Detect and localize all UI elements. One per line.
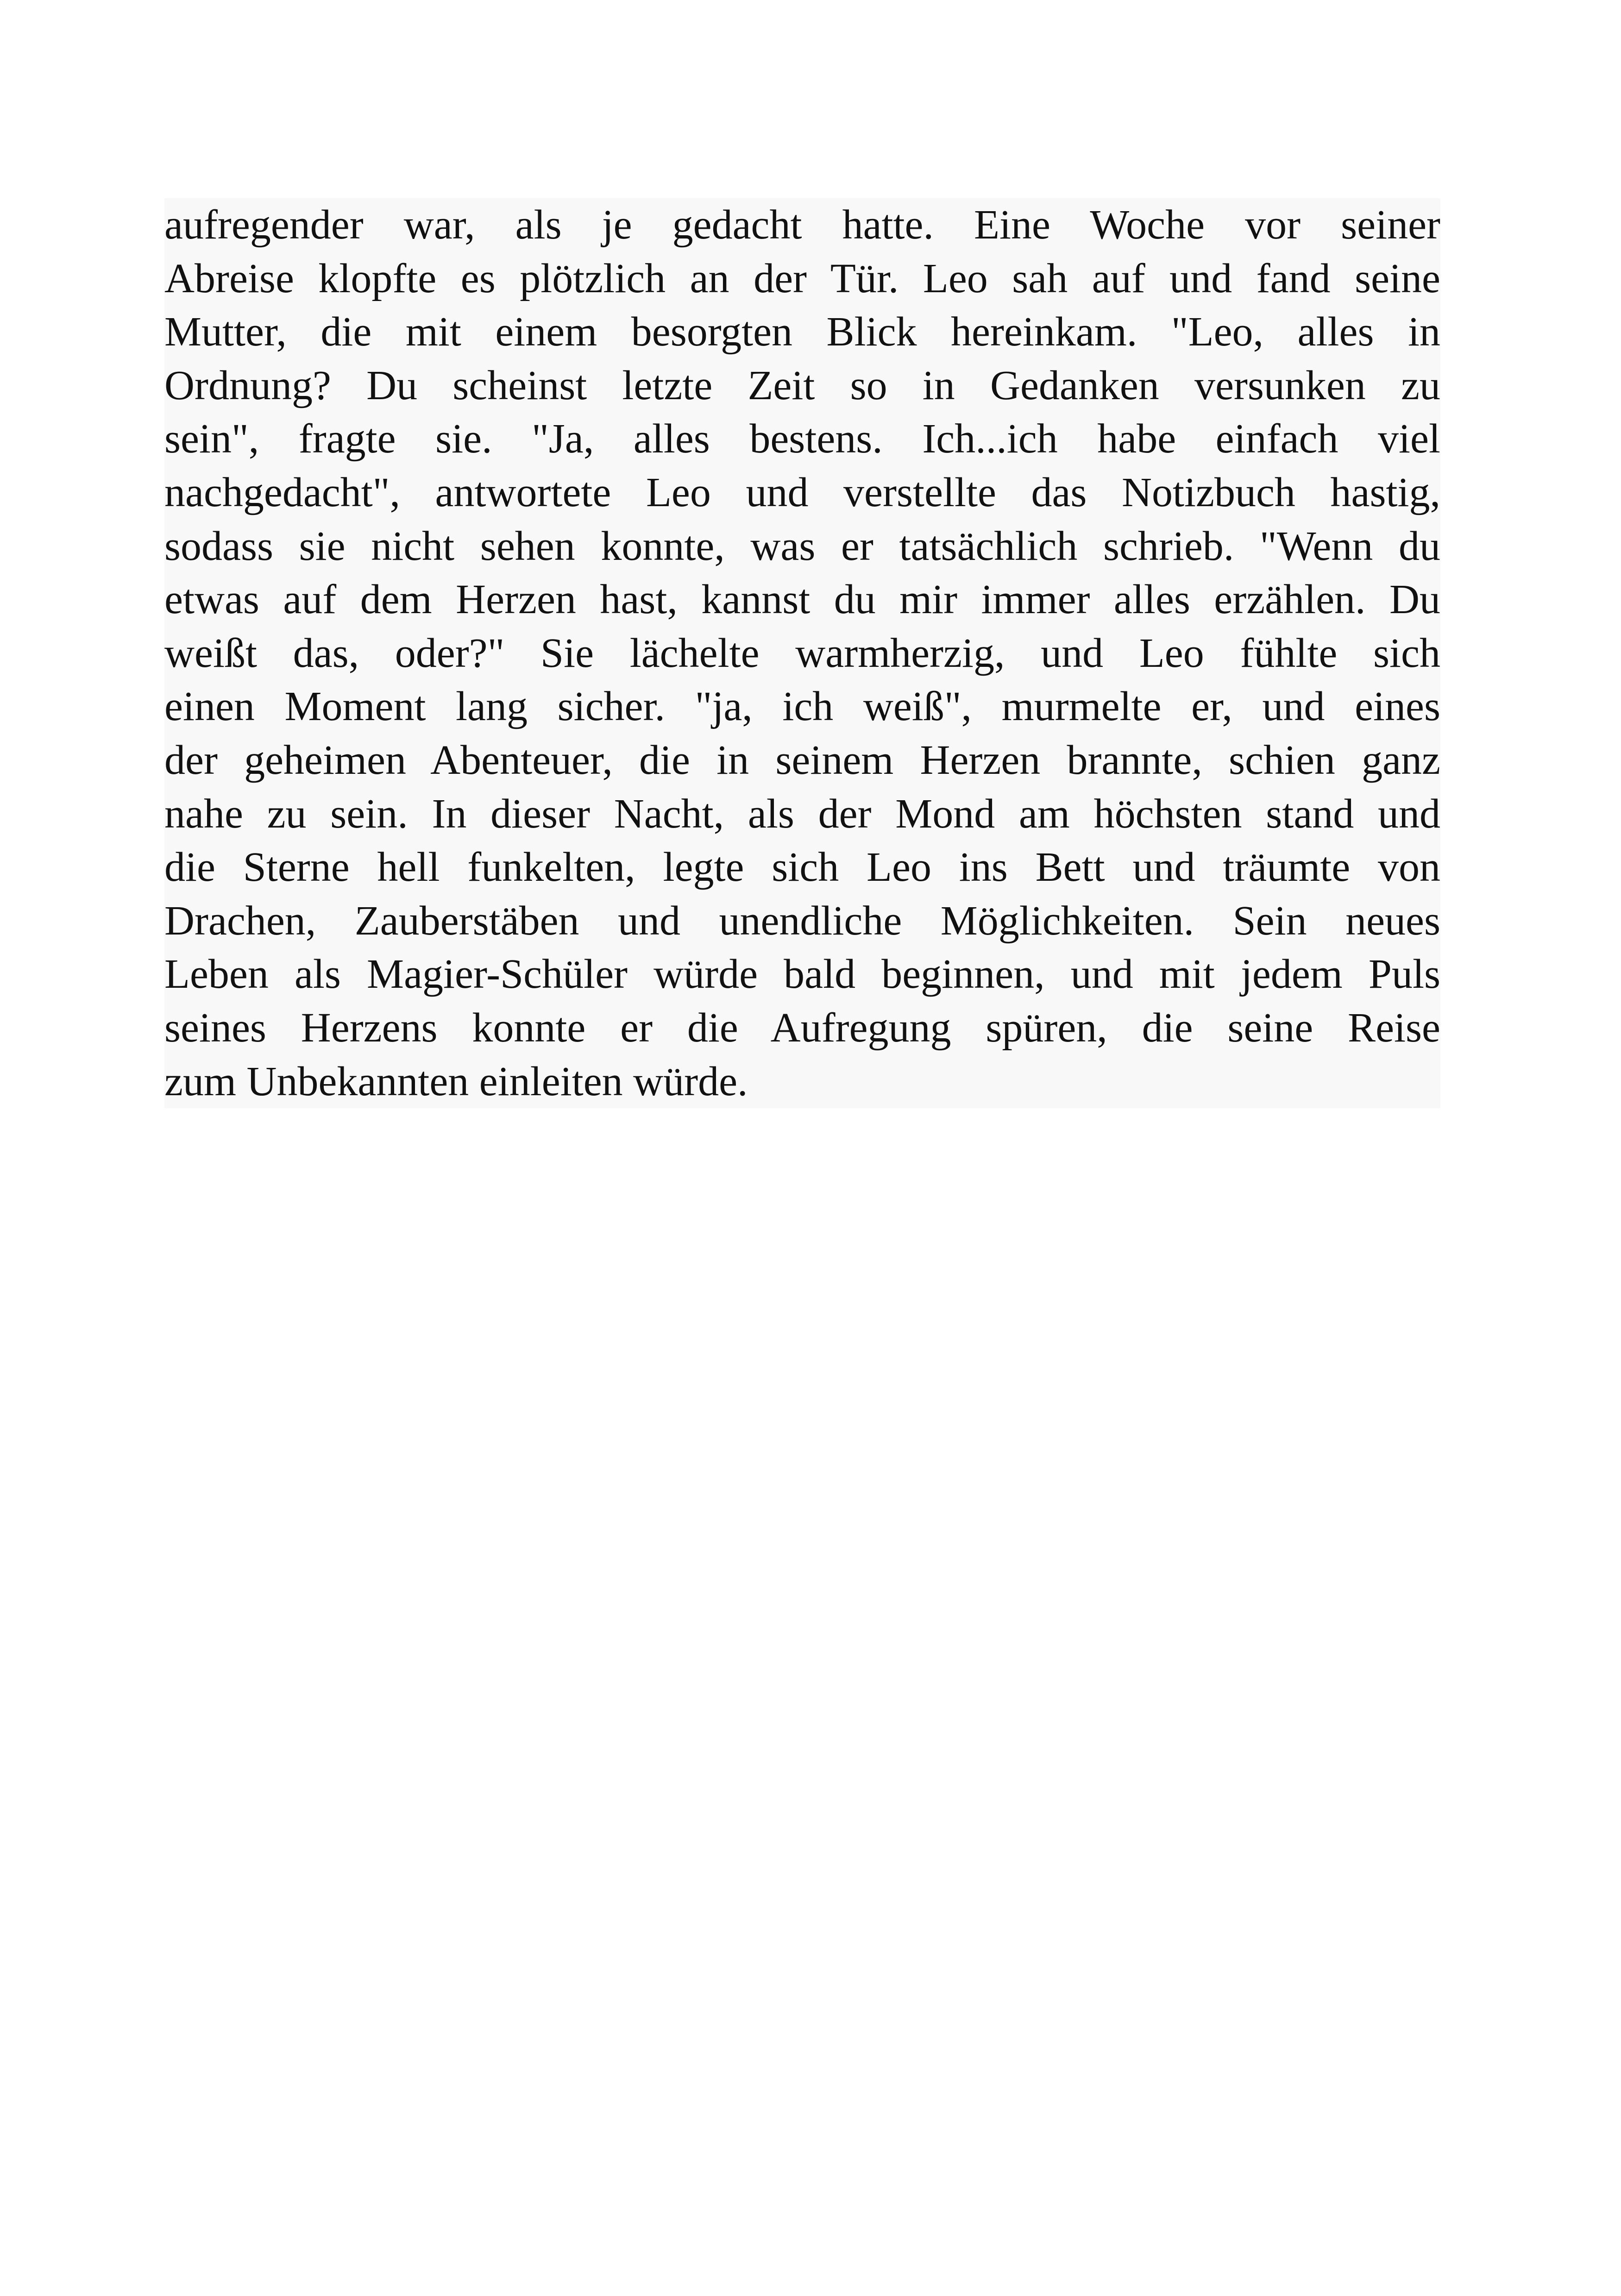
text-line: Ordnung? Du scheinst letzte Zeit so in Gedanken versunken zu	[164, 362, 1440, 408]
text-line: die Sterne hell funkelten, legte sich Leo ins Bett und träumte von	[164, 844, 1440, 891]
text-line: nahe zu sein. In dieser Nacht, als der Mond am höchsten stand und	[164, 790, 1440, 837]
text-line: Mutter, die mit einem besorgten Blick hereinkam. "Leo, alles in	[164, 309, 1440, 355]
text-line: etwas auf dem Herzen hast, kannst du mir immer alles erzählen. Du	[164, 577, 1440, 623]
text-line: Drachen, Zauberstäben und unendliche Möglichkeiten. Sein neues	[164, 897, 1440, 944]
text-line: sodass sie nicht sehen konnte, was er tatsächlich schrieb. "Wenn du	[164, 523, 1440, 569]
text-line: nachgedacht", antwortete Leo und verstellte das Notizbuch hastig,	[164, 469, 1440, 515]
text-line: Leben als Magier-Schüler würde bald beginnen, und mit jedem Puls	[164, 951, 1440, 997]
text-line: der geheimen Abenteuer, die in seinem Herzen brannte, schien ganz	[164, 737, 1440, 783]
text-line: aufregender war, als je gedacht hatte. Eine Woche vor seiner	[164, 202, 1440, 248]
text-line: weißt das, oder?" Sie lächelte warmherzig, und Leo fühlte sich	[164, 630, 1440, 676]
text-line: seines Herzens konnte er die Aufregung spüren, die seine Reise	[164, 1004, 1440, 1051]
text-line: Abreise klopfte es plötzlich an der Tür. Leo sah auf und fand seine	[164, 255, 1440, 301]
text-line: einen Moment lang sicher. "ja, ich weiß", murmelte er, und eines	[164, 684, 1440, 730]
text-line: sein", fragte sie. "Ja, alles bestens. Ich...ich habe einfach viel	[164, 416, 1440, 462]
story-paragraph	[164, 198, 1440, 1108]
text-line: zum Unbekannten einleiten würde.	[164, 1058, 748, 1104]
